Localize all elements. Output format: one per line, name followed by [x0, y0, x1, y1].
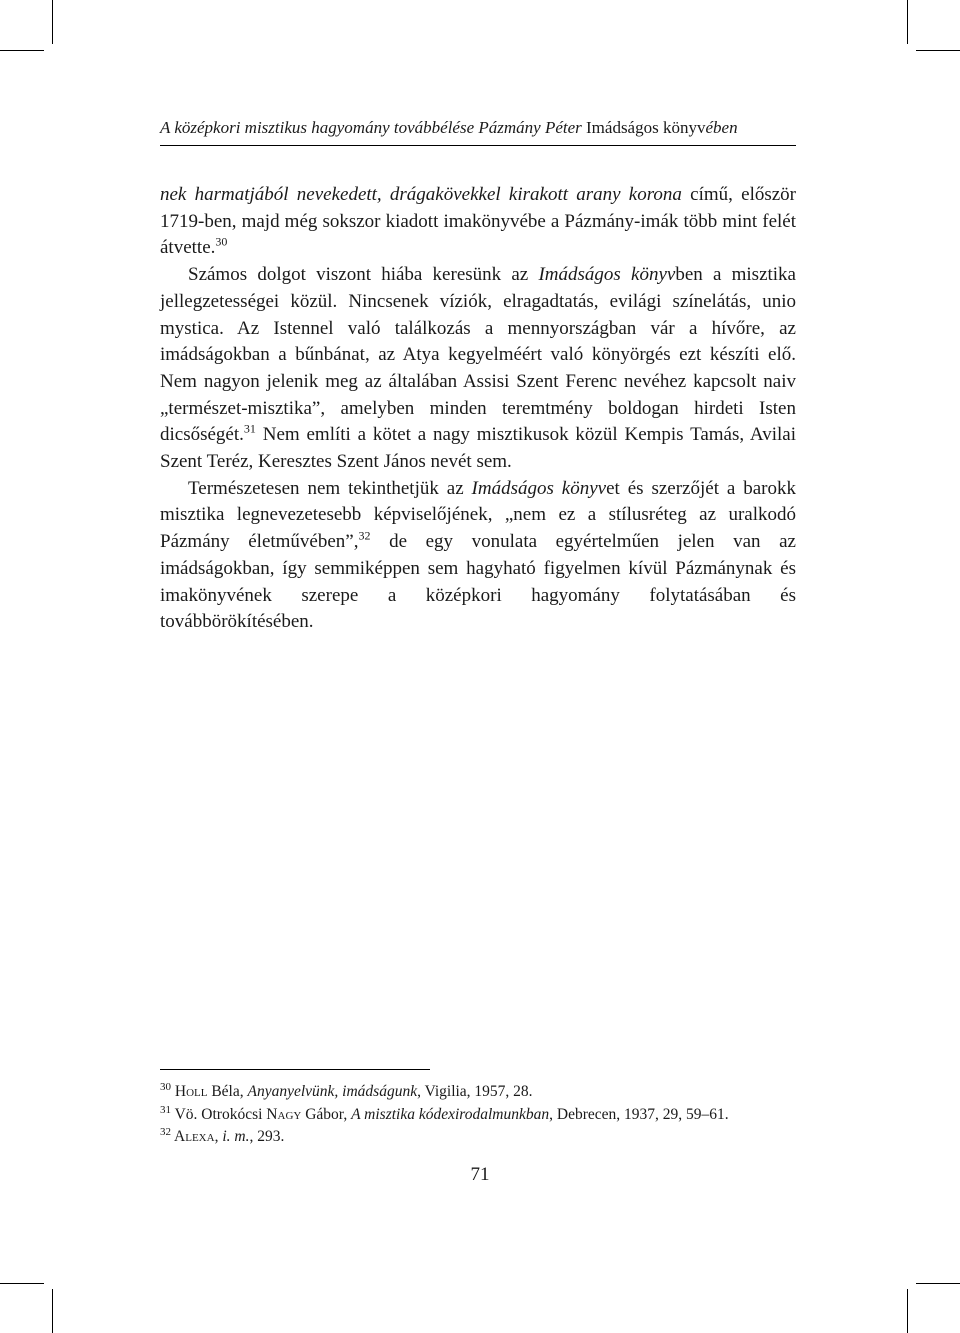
footnote-author: Vö. Otrokócsi N	[174, 1105, 278, 1123]
text-run: Természetesen nem tekinthetjük az	[188, 477, 472, 499]
footnote-ref[interactable]: 32	[358, 528, 371, 543]
text-run: ben a misztika jellegzetességei közül. Nincsenek víziók, elragadtatás, evilági színelátás, unio mystica. Az Istennel való találkozás a mennyországban vár a hívőre, az imádságokban a bűnbánat, az Atya kegyelméért való könyörgés ezt készíti elő. Nem nagyon jelenik meg az általában Assisi Szent Ferenc nevéhez kapcsolt naiv „természet-misztika”, amelyben minden teremtmény boldogan hirdeti Isten dicsőségét.	[160, 264, 796, 446]
crop-mark	[0, 1283, 44, 1284]
footnote-text: , 293.	[249, 1128, 285, 1145]
paragraph-2	[160, 262, 796, 476]
crop-mark	[916, 50, 960, 51]
footnote-author-sc: agy	[277, 1105, 302, 1123]
text-run: című, először 1719-ben, majd még sokszor kiadott imakönyvébe a Pázmány-imák több mint felét átvette.	[160, 184, 797, 259]
footnote-author: H	[174, 1083, 187, 1100]
crop-mark	[52, 0, 53, 44]
text-run: de egy vonulata egyértelműen jelen van az imádságokban, így semmiképpen sem hagyható figyelmen kívül Pázmánynak és imakönyvének szerepe a középkori hagyomány folytatásában és továbbörökítésében.	[160, 531, 796, 633]
footnote-31	[160, 1104, 800, 1127]
book-title: Imádságos könyv	[538, 264, 676, 286]
paragraph-1	[160, 182, 796, 262]
text-run: Számos dolgot viszont hiába keresünk az	[188, 264, 539, 286]
footnote-32	[160, 1126, 800, 1149]
footnote-title: A misztika kódexirodalmunkban	[351, 1105, 550, 1123]
header-roman: Imádságos könyv	[581, 118, 706, 137]
footnote-title: i. m.	[222, 1128, 250, 1145]
book-title: Imádságos könyv	[471, 477, 607, 499]
footnote-text: ,	[214, 1128, 223, 1145]
text-run: Nem említi a kötet a nagy misztikusok közül Kempis Tamás, Avilai Szent Teréz, Keresztes Szent János nevét sem.	[160, 424, 796, 473]
crop-mark	[916, 1283, 960, 1284]
header-italic: A középkori misztikus hagyomány továbbélése Pázmány Péter	[160, 118, 582, 137]
footnote-number: 32	[160, 1125, 171, 1138]
footnote-ref[interactable]: 31	[243, 422, 256, 436]
footnote-30	[160, 1081, 800, 1104]
header-italic-end: ében	[705, 118, 738, 137]
crop-mark	[907, 0, 908, 44]
footnote-rule	[160, 1069, 430, 1070]
footnote-text: Béla,	[207, 1083, 248, 1100]
footnote-number: 30	[160, 1080, 171, 1093]
footnote-title: Anyanyelvünk, imádságunk	[247, 1083, 418, 1100]
crop-mark	[907, 1289, 908, 1333]
book-title: nek harmatjából nevekedett, drágakövekkel kirakott arany korona	[160, 184, 682, 205]
page-number: 71	[470, 1164, 490, 1185]
footnote-author-sc: oll	[186, 1083, 208, 1100]
header-rule	[160, 145, 796, 146]
body-text	[160, 182, 796, 636]
footnotes	[160, 1081, 800, 1149]
footnote-number: 31	[160, 1103, 171, 1116]
footnote-ref[interactable]: 30	[215, 235, 228, 250]
footnote-text: , Debrecen, 1937, 29, 59–61.	[549, 1105, 729, 1123]
text-run: et és szerzőjét a barokk misztika legnevezetesebb képviselőjének, „nem ez a stílusréteg az uralkodó Pázmány életművében”,	[160, 477, 797, 553]
footnote-author-sc: lexa	[185, 1128, 215, 1145]
footnote-author: A	[174, 1128, 186, 1145]
footnote-text: , Vigilia, 1957, 28.	[417, 1083, 533, 1100]
paragraph-3	[160, 476, 796, 636]
crop-mark	[0, 50, 44, 51]
crop-mark	[52, 1289, 53, 1333]
footnote-text: Gábor,	[301, 1105, 352, 1123]
running-header	[160, 118, 796, 138]
